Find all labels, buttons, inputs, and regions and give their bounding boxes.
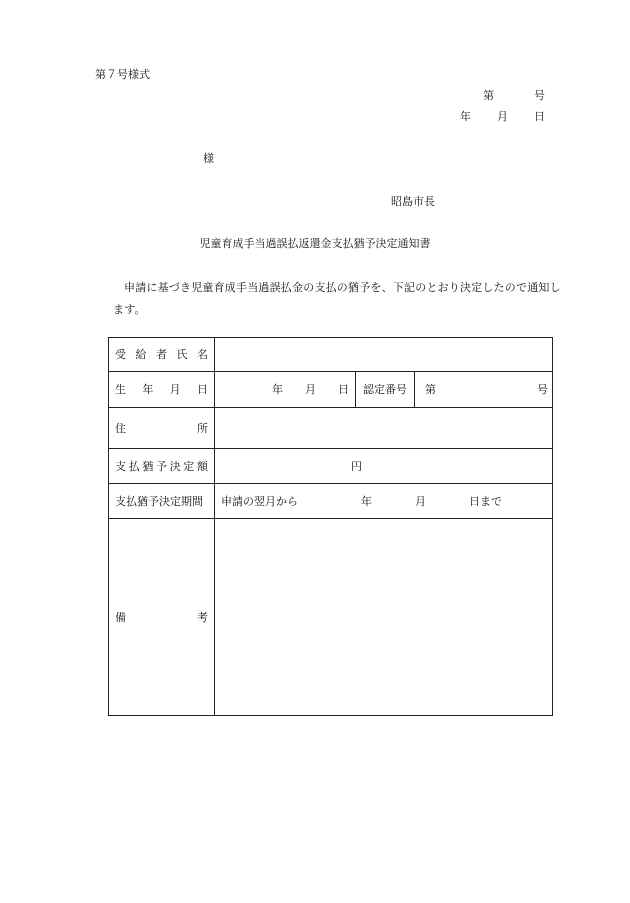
birth-date-cell (215, 372, 553, 408)
date-year: 年 (460, 110, 471, 123)
table-row-notes (109, 519, 553, 716)
address-field[interactable] (215, 408, 553, 449)
period-month-unit: 月 (415, 494, 426, 508)
birth-year-unit: 年 (272, 383, 283, 396)
doc-number-prefix: 第 (483, 89, 494, 102)
table-row-amount (109, 449, 553, 484)
cert-number-field[interactable] (415, 372, 558, 407)
table-row-recipient (109, 338, 553, 372)
period-field[interactable] (215, 484, 553, 519)
document-title: 児童育成手当過誤払返還金支払猶予決定通知書 (199, 237, 431, 250)
cert-number-label: 認定番号 (356, 372, 415, 407)
cert-prefix: 第 (425, 383, 436, 396)
notes-field[interactable] (215, 519, 553, 716)
cert-suffix: 号 (537, 383, 548, 396)
period-from: 申請の翌月から (221, 494, 298, 508)
amount-field[interactable] (215, 449, 553, 484)
amount-label: 支 払 猶 予 決 定 額 (109, 449, 215, 484)
period-until: 日まで (469, 494, 502, 508)
birth-label: 生 年 月 日 (109, 372, 215, 408)
table-row-period (109, 484, 553, 519)
birth-date-field[interactable] (209, 372, 356, 407)
doc-number-suffix: 号 (534, 89, 545, 102)
issuer: 昭島市長 (391, 195, 435, 208)
period-label: 支払猶予決定期間 (109, 484, 215, 519)
body-text: 申請に基づき児童育成手当過誤払金の支払の猶予を、下記のとおり決定したので通知します。 (113, 281, 561, 316)
birth-day-unit: 日 (338, 383, 349, 396)
date-month: 月 (497, 110, 508, 123)
address-label: 住 所 (109, 408, 215, 449)
period-year-unit: 年 (361, 494, 372, 508)
date-day: 日 (534, 110, 545, 123)
recipient-name-field[interactable] (215, 338, 553, 372)
addressee-suffix: 様 (203, 152, 214, 165)
table-row-address (109, 408, 553, 449)
amount-unit: 円 (351, 459, 362, 473)
notes-label: 備 考 (109, 519, 215, 716)
table-row-birth (109, 372, 553, 408)
form-id: 第７号様式 (95, 68, 150, 81)
birth-month-unit: 月 (305, 383, 316, 396)
recipient-label: 受 給 者 氏 名 (109, 338, 215, 372)
notice-table (108, 337, 553, 716)
